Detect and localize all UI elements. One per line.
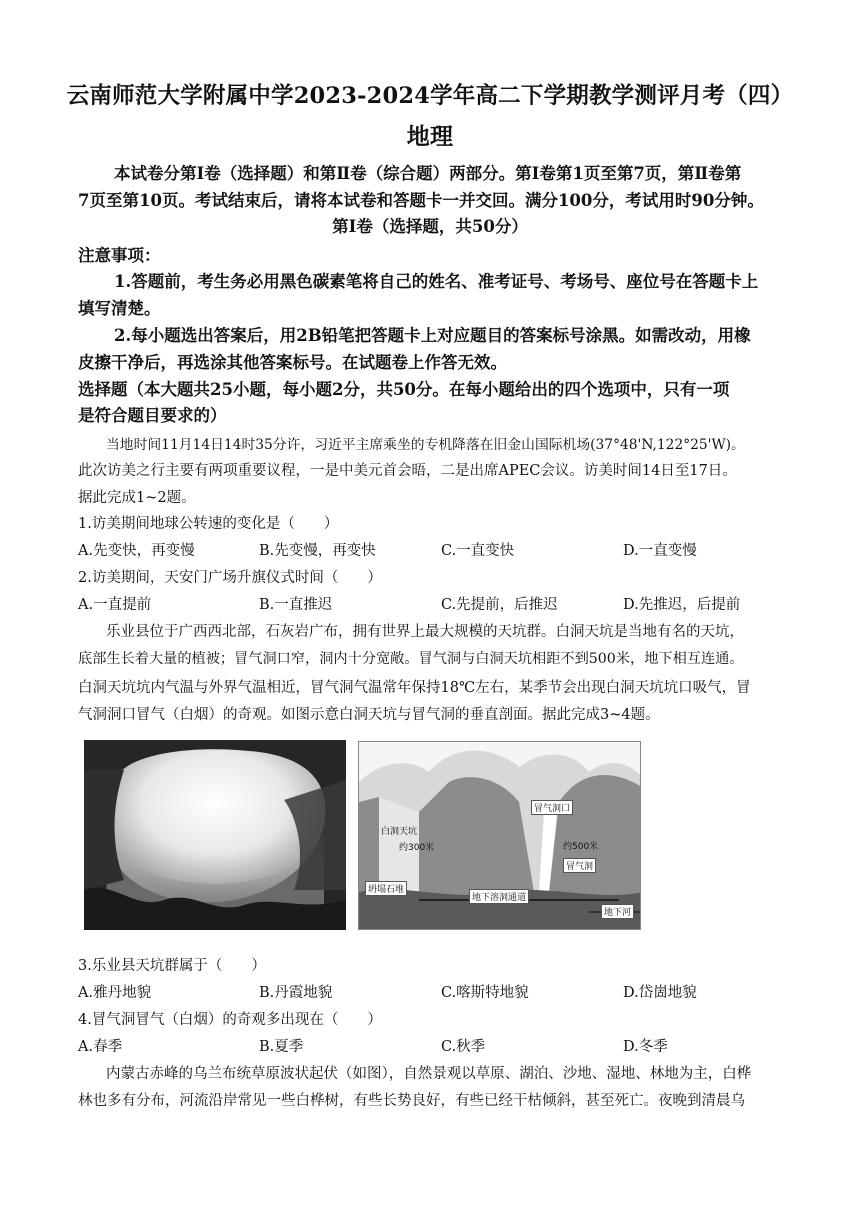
label-cave-channel: 地下溶洞通道 (469, 889, 529, 904)
profile-diagram (358, 741, 641, 930)
passage-3-line-1: 内蒙古赤峰的乌兰布统草原波状起伏（如图），自然景观以草原、湖泊、沙地、湿地、林地为主，白桦 (106, 1066, 752, 1082)
choice-intro-line-2: 是符合题目要求的） (78, 406, 227, 425)
question-4-option-a: A.春季 (78, 1039, 123, 1055)
passage-2-line-3: 白洞天坑坑内气温与外界气温相近，冒气洞气温常年保持18℃左右，某季节会出现白洞天坑坑口吸气，冒 (78, 680, 751, 696)
passage-1-line-2: 此次访美之行主要有两项重要议程，一是中美元首会晤，二是出席APEC会议。访美时间14日至17日。 (78, 463, 737, 479)
intro-line-2: 7页至第10页。考试结束后，请将本试卷和答题卡一并交回。满分100分，考试用时90分钟。 (78, 191, 764, 210)
question-4-stem: 4.冒气洞冒气（白烟）的奇观多出现在（ ） (78, 1012, 382, 1028)
notes-heading: 注意事项： (78, 246, 161, 265)
question-1-option-b: B.先变慢，再变快 (259, 543, 376, 559)
question-2-option-a: A.一直提前 (78, 597, 152, 613)
question-4-option-d: D.冬季 (623, 1039, 668, 1055)
question-2-option-b: B.一直推迟 (259, 597, 333, 613)
label-sinkhole: 白洞天坑 (381, 827, 418, 837)
intro-line-1: 本试卷分第Ⅰ卷（选择题）和第Ⅱ卷（综合题）两部分。第Ⅰ卷第1页至第7页，第Ⅱ卷第 (114, 164, 742, 183)
passage-3-line-2: 林也多有分布，河流沿岸常见一些白桦树，有些长势良好，有些已经干枯倾斜，甚至死亡。夜晚到清晨乌 (78, 1093, 745, 1109)
label-depth-2: 约500米 (563, 842, 599, 852)
question-1-option-c: C.一直变快 (441, 543, 515, 559)
question-3-stem: 3.乐业县天坑群属于（ ） (78, 958, 266, 974)
sinkhole-photo-drawing (84, 740, 346, 930)
question-2-stem: 2.访美期间，天安门广场升旗仪式时间（ ） (78, 570, 382, 586)
question-2-option-c: C.先提前，后推迟 (441, 597, 558, 613)
question-3-option-a: A.雅丹地貌 (78, 985, 152, 1001)
question-2-option-d: D.先推迟，后提前 (623, 597, 741, 613)
sinkhole-photo (84, 740, 346, 930)
section-heading: 第Ⅰ卷（选择题，共50分） (332, 217, 528, 236)
passage-2-line-2: 底部生长着大量的植被；冒气洞口窄，洞内十分宽敞。冒气洞与白洞天坑相距不到500米，地下相互连通。 (78, 651, 744, 667)
passage-2-line-1: 乐业县位于广西西北部，石灰岩广布，拥有世界上最大规模的天坑群。白洞天坑是当地有名的天坑， (106, 624, 744, 640)
question-3-option-d: D.岱崮地貌 (623, 985, 697, 1001)
question-3-option-c: C.喀斯特地貌 (441, 985, 529, 1001)
label-collapse-pile: 坍塌石堆 (365, 881, 407, 896)
subject-title: 地理 (406, 123, 454, 150)
question-1-option-d: D.一直变慢 (623, 543, 697, 559)
question-1-option-a: A.先变快，再变慢 (78, 543, 195, 559)
choice-intro-line-1: 选择题（本大题共25小题，每小题2分，共50分。在每小题给出的四个选项中，只有一项 (78, 380, 730, 399)
label-vent: 冒气洞 (563, 858, 596, 873)
note-1-line-2: 填写清楚。 (78, 299, 161, 318)
question-4-option-c: C.秋季 (441, 1039, 486, 1055)
passage-1-line-3: 据此完成1~2题。 (78, 490, 196, 506)
question-3-option-b: B.丹霞地貌 (259, 985, 333, 1001)
passage-1-line-1: 当地时间11月14日14时35分许，习近平主席乘坐的专机降落在旧金山国际机场(37°48'N,122°25'W)。 (106, 437, 745, 453)
note-1-line-1: 1.答题前，考生务必用黑色碳素笔将自己的姓名、准考证号、考场号、座位号在答题卡上 (114, 272, 759, 291)
label-vent-mouth: 冒气洞口 (531, 800, 573, 815)
exam-title: 云南师范大学附属中学2023-2024学年高二下学期教学测评月考（四） (66, 83, 794, 109)
label-underground-river: 地下河 (601, 904, 634, 919)
note-2-line-2: 皮擦干净后，再选涂其他答案标号。在试题卷上作答无效。 (78, 353, 507, 372)
question-4-option-b: B.夏季 (259, 1039, 304, 1055)
question-1-stem: 1.访美期间地球公转速的变化是（ ） (78, 516, 339, 532)
label-depth-1: 约300米 (399, 843, 435, 853)
passage-2-line-4: 气洞洞口冒气（白烟）的奇观。如图示意白洞天坑与冒气洞的垂直剖面。据此完成3~4题。 (78, 707, 660, 723)
note-2-line-1: 2.每小题选出答案后，用2B铅笔把答题卡上对应题目的答案标号涂黑。如需改动，用橡 (114, 326, 751, 345)
